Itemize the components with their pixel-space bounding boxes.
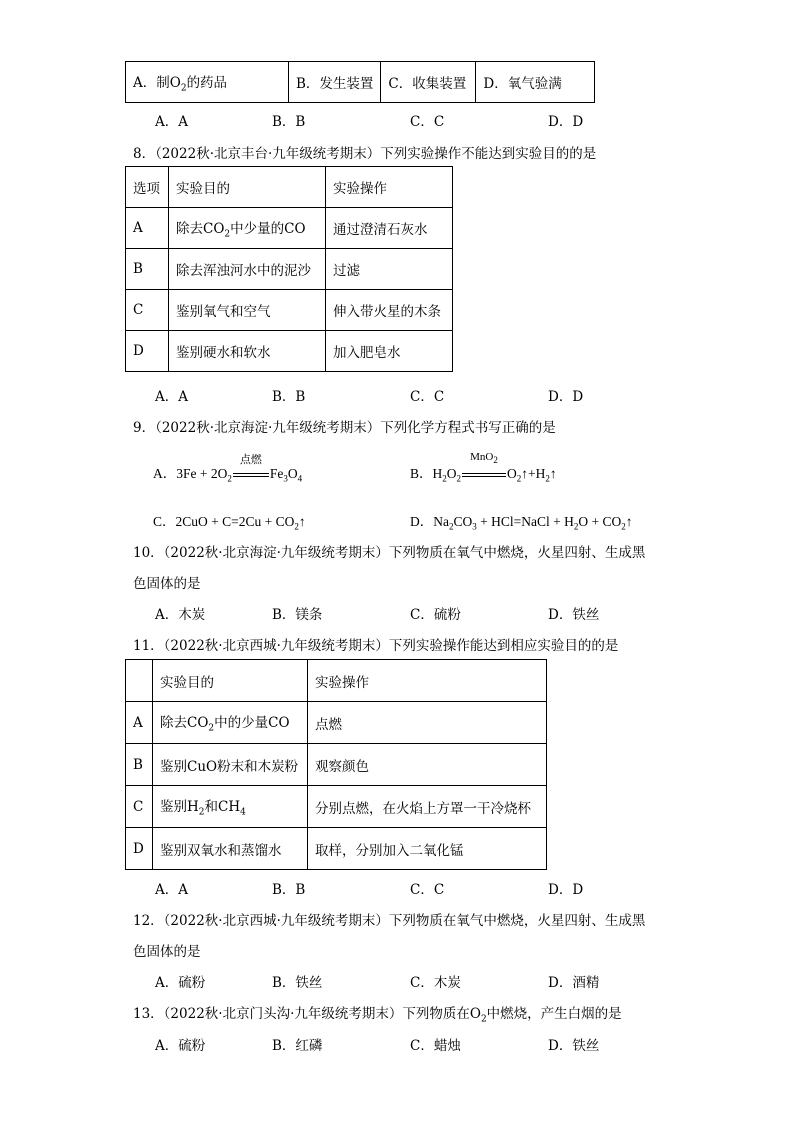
q7-option-a[interactable]: A．A bbox=[155, 114, 188, 130]
q11-row-a-option: A bbox=[126, 702, 153, 744]
q11-stem: 11．（2022秋·北京西城·九年级统考期末）下列实验操作能达到相应实验目的的是 bbox=[133, 638, 619, 654]
q13-option-a[interactable]: A．硫粉 bbox=[155, 1038, 206, 1054]
q7-cell-d: D．氧气验满 bbox=[476, 62, 595, 103]
q8-row-a-goal: 除去$CO_2$中少量的CO bbox=[169, 208, 326, 249]
q10-stem-cont: 色固体的是 bbox=[133, 576, 201, 592]
q11-option-d[interactable]: D．D bbox=[548, 882, 584, 898]
q11-row-c-operation: 分别点燃，在火焰上方罩一干冷烧杯 bbox=[308, 786, 547, 828]
q11-row-a-goal: 除去$CO_2$中的少量CO bbox=[153, 702, 308, 744]
q12-option-b[interactable]: B．铁丝 bbox=[272, 975, 323, 991]
q13-stem: 13．（2022秋·北京门头沟·九年级统考期末）下列物质在$O_2$中燃烧，产生白烟的是 bbox=[133, 1006, 622, 1025]
q7-option-b[interactable]: B．B bbox=[272, 114, 306, 130]
q12-option-c[interactable]: C．木炭 bbox=[410, 975, 461, 991]
q8-row-a-operation: 通过澄清石灰水 bbox=[326, 208, 453, 249]
q12-option-d[interactable]: D．酒精 bbox=[548, 975, 600, 991]
q8-option-a[interactable]: A．A bbox=[155, 389, 188, 405]
q7-cell-b: B．发生装置 bbox=[289, 62, 381, 103]
q10-stem: 10．（2022秋·北京海淀·九年级统考期末）下列物质在氧气中燃烧，火星四射、生成黑 bbox=[133, 545, 646, 561]
q11-row-b-goal: 鉴别CuO粉末和木炭粉 bbox=[153, 744, 308, 786]
q11-row-b-option: B bbox=[126, 744, 153, 786]
q8-header-goal: 实验目的 bbox=[169, 167, 326, 208]
q10-option-d[interactable]: D．铁丝 bbox=[548, 607, 600, 623]
q8-stem: 8．（2022秋·北京丰台·九年级统考期末）下列实验操作不能达到实验目的的是 bbox=[133, 146, 597, 162]
q11-row-b-operation: 观察颜色 bbox=[308, 744, 547, 786]
q12-option-a[interactable]: A．硫粉 bbox=[155, 975, 206, 991]
q11-row-d-goal: 鉴别双氧水和蒸馏水 bbox=[153, 828, 308, 870]
q11-row-d-operation: 取样，分别加入二氧化锰 bbox=[308, 828, 547, 870]
q11-row-d-option: D bbox=[126, 828, 153, 870]
q7-option-c[interactable]: C．C bbox=[410, 114, 445, 130]
q12-stem: 12．（2022秋·北京西城·九年级统考期末）下列物质在氧气中燃烧，火星四射、生成黑 bbox=[133, 913, 646, 929]
q8-row-d-operation: 加入肥皂水 bbox=[326, 331, 453, 372]
q10-option-c[interactable]: C．硫粉 bbox=[410, 607, 461, 623]
q8-option-d[interactable]: D．D bbox=[548, 389, 584, 405]
q11-option-c[interactable]: C．C bbox=[410, 882, 445, 898]
q7-option-d[interactable]: D．D bbox=[548, 114, 584, 130]
q9-option-a[interactable]: A．$3Fe + 2O_2$ 点燃 $Fe_3O_4$ bbox=[153, 462, 302, 484]
q8-header-operation: 实验操作 bbox=[326, 167, 453, 208]
q8-option-c[interactable]: C．C bbox=[410, 389, 445, 405]
q11-table bbox=[125, 659, 547, 870]
q8-row-a-option: A bbox=[126, 208, 169, 249]
q10-option-b[interactable]: B．镁条 bbox=[272, 607, 323, 623]
q12-stem-cont: 色固体的是 bbox=[133, 944, 201, 960]
q8-option-b[interactable]: B．B bbox=[272, 389, 306, 405]
q7-cell-a: A．制$O_2$的药品 bbox=[126, 62, 289, 103]
q11-option-a[interactable]: A．A bbox=[155, 882, 188, 898]
q11-row-c-goal: 鉴别$H_2$和$CH_4$ bbox=[153, 786, 308, 828]
q8-table bbox=[125, 166, 453, 372]
q8-row-c-goal: 鉴别氧气和空气 bbox=[169, 290, 326, 331]
q8-row-d-goal: 鉴别硬水和软水 bbox=[169, 331, 326, 372]
q8-row-c-option: C bbox=[126, 290, 169, 331]
q13-option-c[interactable]: C．蜡烛 bbox=[410, 1038, 461, 1054]
q13-option-b[interactable]: B．红磷 bbox=[272, 1038, 323, 1054]
q11-header-operation: 实验操作 bbox=[308, 660, 547, 702]
q8-row-b-goal: 除去浑浊河水中的泥沙 bbox=[169, 249, 326, 290]
q8-row-d-option: D bbox=[126, 331, 169, 372]
q10-option-a[interactable]: A．木炭 bbox=[155, 607, 206, 623]
q9-option-b[interactable]: B．$H_2O_2$ MnO$_2$ $O_2↑+H_2↑$ bbox=[410, 451, 557, 484]
q11-row-a-operation: 点燃 bbox=[308, 702, 547, 744]
q11-header-goal: 实验目的 bbox=[153, 660, 308, 702]
q7-table bbox=[125, 61, 595, 103]
q8-header-option: 选项 bbox=[126, 167, 169, 208]
q9-option-d[interactable]: D．$Na_2CO_3$ + HCl=NaCl + $H_2O$ + $CO_2↑$ bbox=[410, 514, 633, 532]
q9-option-c[interactable]: C．$2CuO + C=2Cu + CO_2↑$ bbox=[153, 514, 306, 532]
q11-option-b[interactable]: B．B bbox=[272, 882, 306, 898]
q13-option-d[interactable]: D．铁丝 bbox=[548, 1038, 600, 1054]
q9-b-condition: MnO$_2$ bbox=[470, 451, 498, 466]
q11-header-option bbox=[126, 660, 153, 702]
q8-row-c-operation: 伸入带火星的木条 bbox=[326, 290, 453, 331]
q7-cell-c: C．收集装置 bbox=[381, 62, 476, 103]
q9-stem: 9．（2022秋·北京海淀·九年级统考期末）下列化学方程式书写正确的是 bbox=[133, 420, 556, 436]
q11-row-c-option: C bbox=[126, 786, 153, 828]
q8-row-b-operation: 过滤 bbox=[326, 249, 453, 290]
q9-a-condition: 点燃 bbox=[239, 454, 262, 466]
q8-row-b-option: B bbox=[126, 249, 169, 290]
